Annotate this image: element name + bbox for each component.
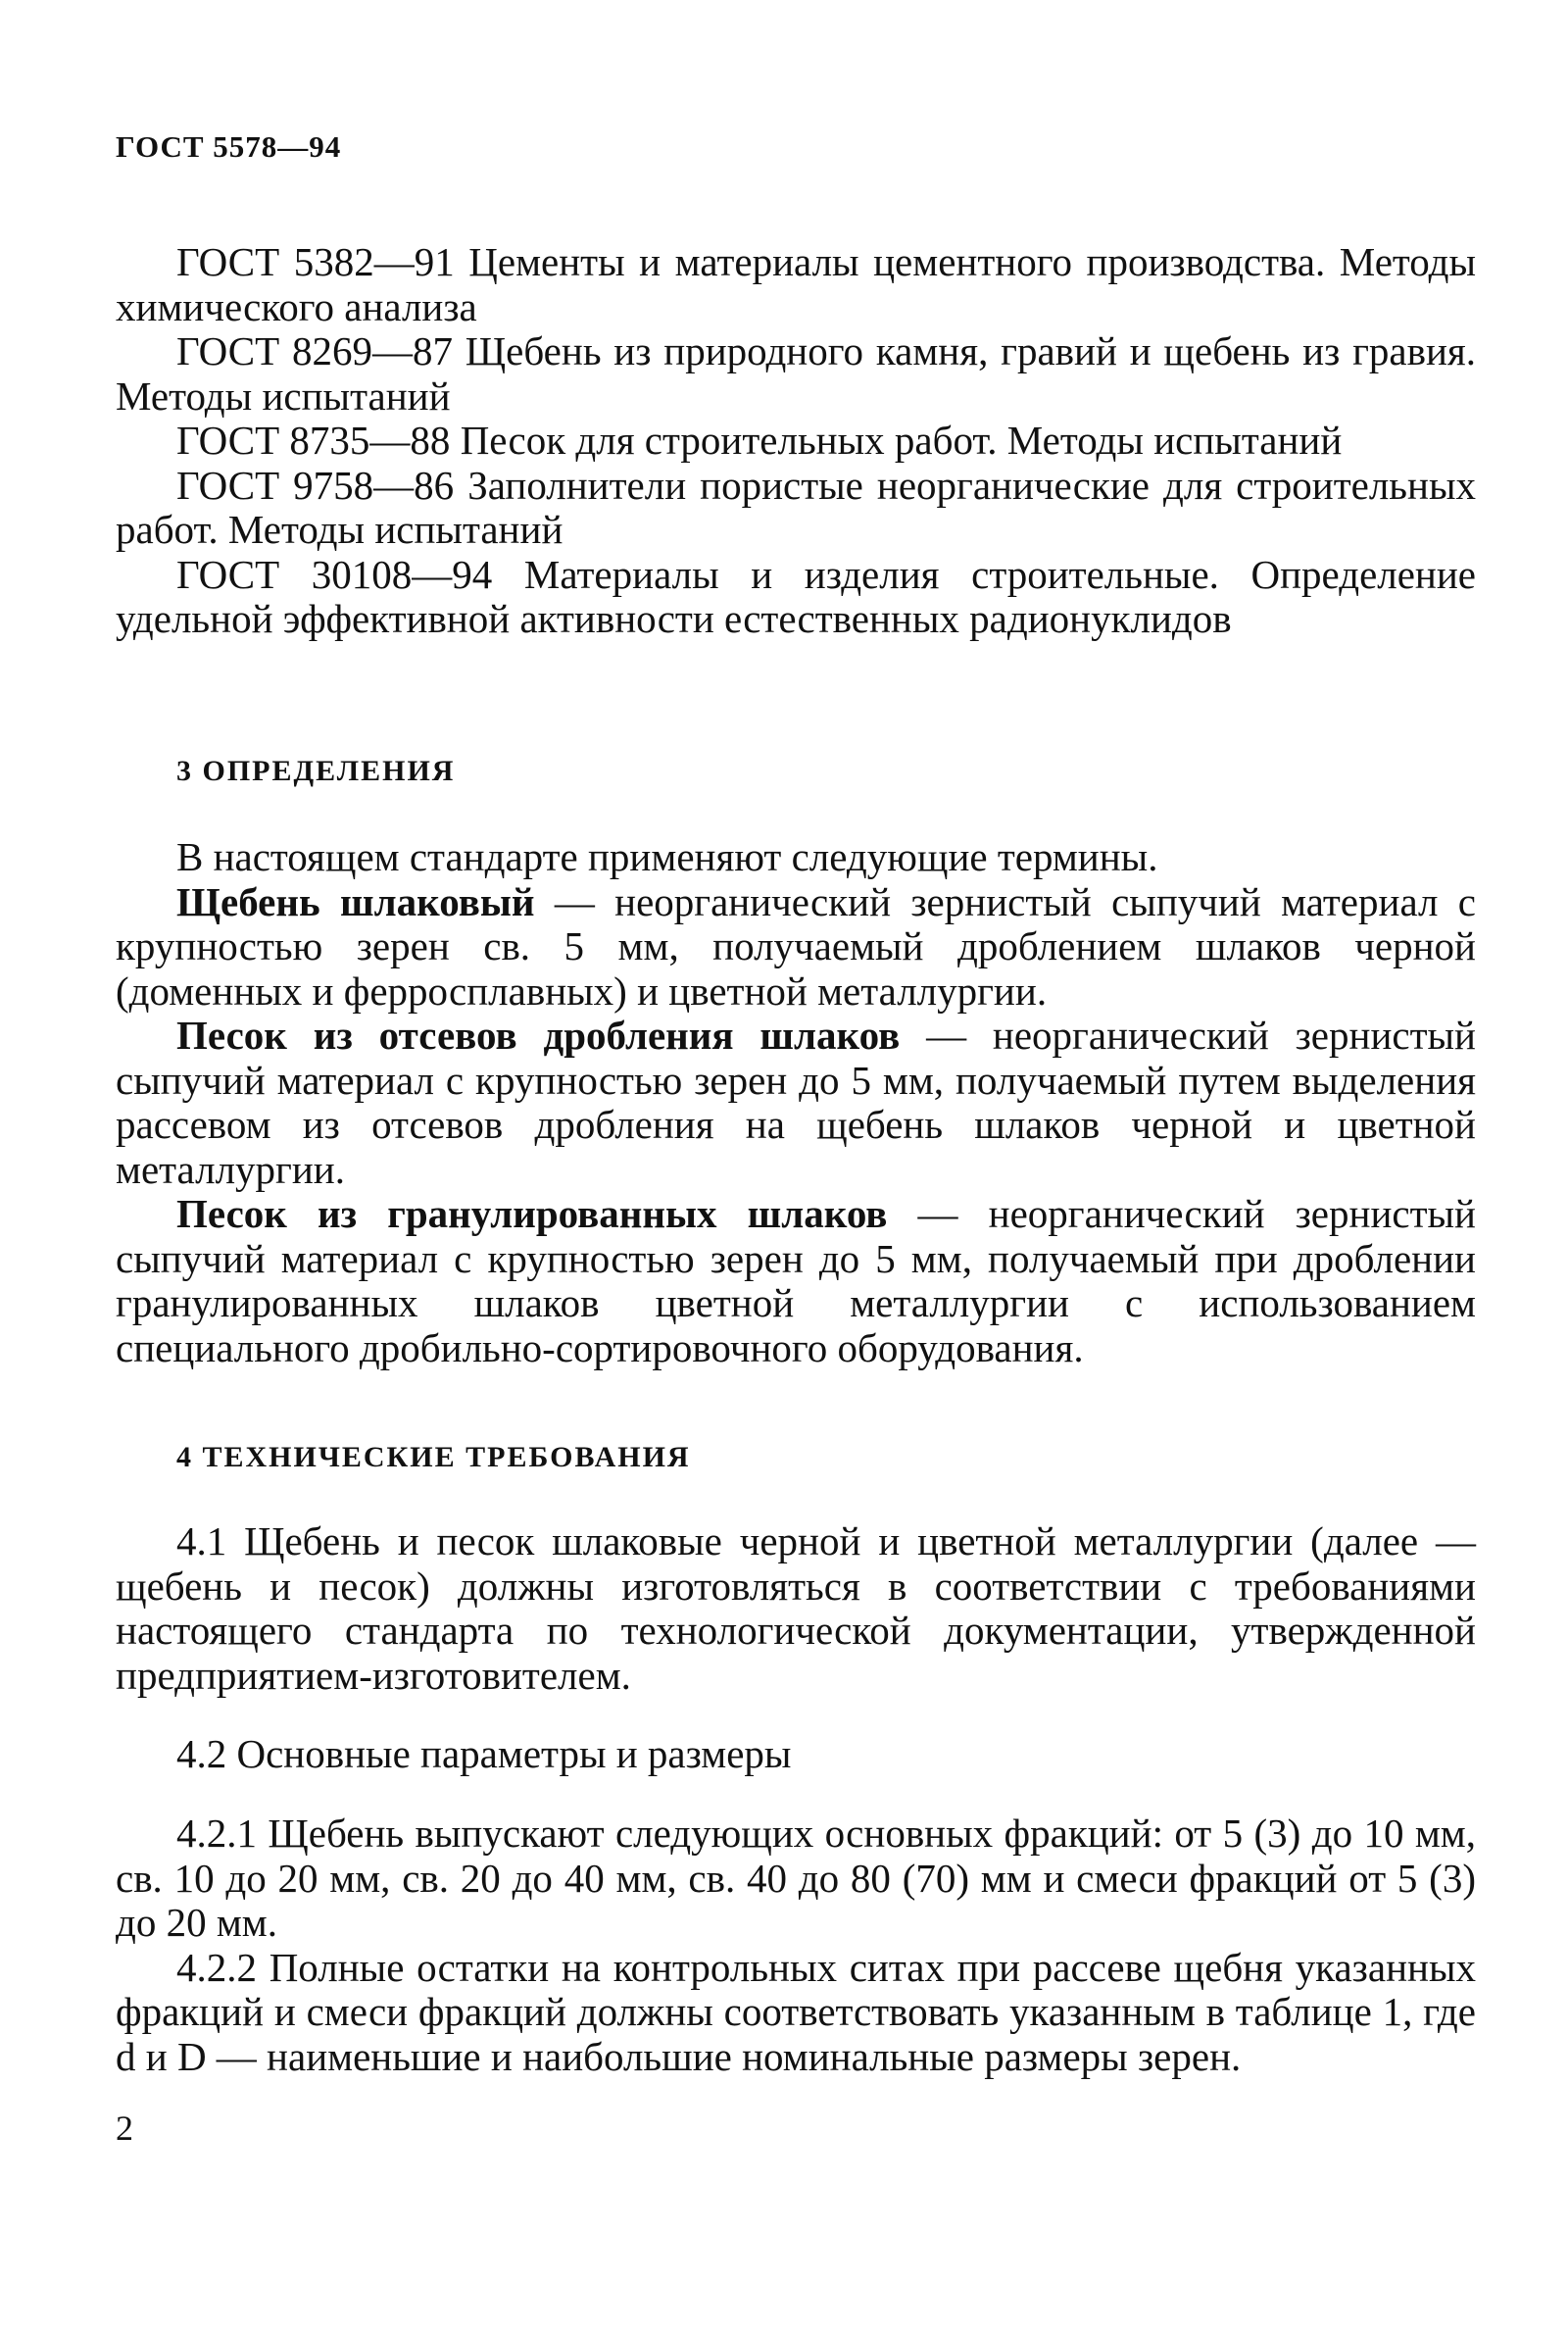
reference-code: ГОСТ 5382—91 (176, 239, 455, 284)
section-heading-requirements: 4 ТЕХНИЧЕСКИЕ ТРЕБОВАНИЯ (176, 1441, 691, 1473)
definition-item (116, 1014, 1476, 1192)
clause-4-1-text: 4.1 Щебень и песок шлаковые черной и цветной металлургии (далее — щебень и песок) должны изготовляться в соответствии с требованиями настоящего стандарта по технологической документации, утвержденной предприятием-изготовителем. (116, 1518, 1476, 1698)
reference-title: Материалы и изделия строительные. Определение удельной эффективной активности естественных радионуклидов (116, 551, 1477, 641)
definitions-block (116, 835, 1476, 1370)
reference-code: ГОСТ 30108—94 (176, 551, 493, 597)
clause-4-1 (116, 1519, 1476, 1698)
reference-title: Цементы и материалы цементного производства. Методы химического анализа (116, 239, 1477, 329)
page-number: 2 (116, 2109, 133, 2148)
definition-text: — неорганический зернистый сыпучий материал с крупностью зерен до 5 мм, получаемый при дроблении гранулированных шлаков цветной металлургии с использованием специального дробильно-сортировочного оборудования. (116, 1191, 1476, 1370)
clauses-4-2 (116, 1811, 1476, 2079)
reference-code: ГОСТ 9758—86 (176, 462, 455, 508)
reference-title: Щебень из природного камня, гравий и щебень из гравия. Методы испытаний (116, 328, 1477, 419)
reference-item (116, 464, 1476, 553)
definition-term: Песок из гранулированных шлаков (176, 1191, 888, 1236)
definition-item (116, 1192, 1476, 1370)
reference-code: ГОСТ 8735—88 (176, 418, 451, 463)
definition-term: Песок из отсевов дробления шлаков (176, 1013, 901, 1058)
clause-4-2-2-text: 4.2.2 Полные остатки на контрольных ситах при рассеве щебня указанных фракций и смеси фракций должны соответствовать указанным в таблице 1, где d и D — наименьшие и наибольшие номинальные размеры зерен. (116, 1944, 1476, 2079)
definition-text: — неорганический зернистый сыпучий материал с крупностью зерен св. 5 мм, получаемый дроблением шлаков черной (доменных и ферросплавных) и цветной металлургии. (116, 878, 1476, 1014)
section-heading-definitions: 3 ОПРЕДЕЛЕНИЯ (176, 755, 456, 787)
reference-item (116, 329, 1476, 419)
clause-4-2-1-text: 4.2.1 Щебень выпускают следующих основных фракций: от 5 (3) до 10 мм, св. 10 до 20 мм, св. 20 до 40 мм, св. 40 до 80 (70) мм и смеси фракций от 5 (3) до 20 мм. (116, 1811, 1476, 1945)
reference-title: Песок для строительных работ. Методы испытаний (460, 418, 1343, 463)
reference-item (116, 240, 1476, 329)
reference-item (116, 553, 1476, 642)
subheading-4-2: 4.2 Основные параметры и размеры (176, 1731, 792, 1776)
running-title: ГОСТ 5578—94 (116, 129, 342, 164)
definition-item (116, 880, 1476, 1015)
reference-code: ГОСТ 8269—87 (176, 328, 453, 373)
reference-title: Заполнители пористые неорганические для строительных работ. Методы испытаний (116, 462, 1476, 552)
reference-item (116, 419, 1476, 464)
definition-text: — неорганический зернистый сыпучий материал с крупностью зерен до 5 мм, получаемый путем выделения рассевом из отсевов дробления на щебень шлаков черной и цветной металлургии. (116, 1013, 1476, 1192)
definition-term: Щебень шлаковый (176, 878, 535, 924)
definitions-intro: В настоящем стандарте применяют следующие термины. (176, 834, 1158, 879)
references-list (116, 240, 1476, 642)
